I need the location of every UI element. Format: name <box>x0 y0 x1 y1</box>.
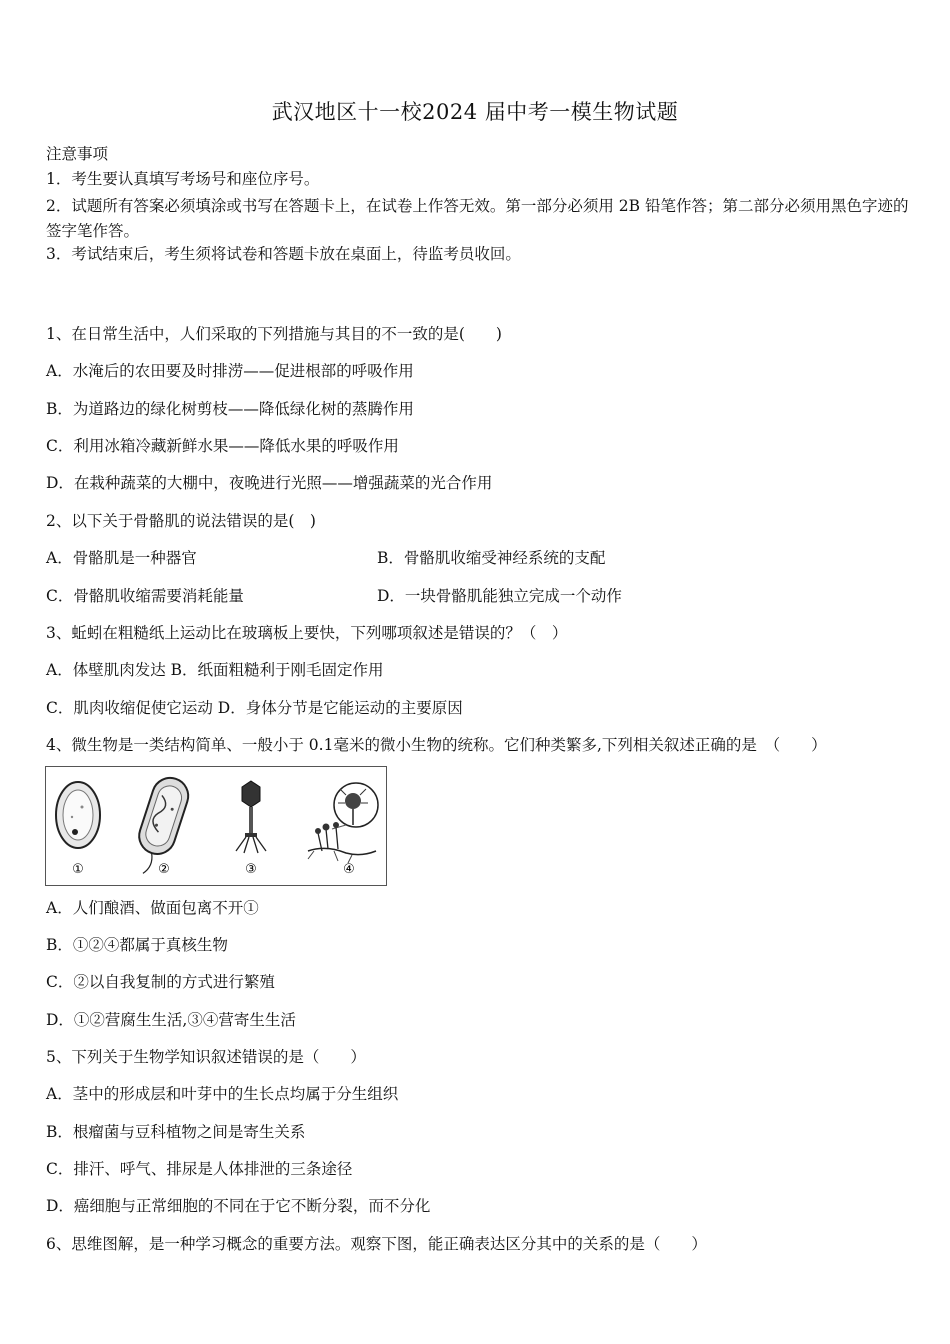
q5-option-c: C．排汗、呼气、排尿是人体排泄的三条途径 <box>46 1160 353 1178</box>
q3-options-cd: C．肌肉收缩促使它运动 D．身体分节是它能运动的主要原因 <box>46 699 463 717</box>
q5-option-a: A．茎中的形成层和叶芽中的生长点均属于分生组织 <box>46 1085 399 1103</box>
q2-option-b: B．骨骼肌收缩受神经系统的支配 <box>377 549 606 567</box>
figure-label-4: ④ <box>343 862 355 877</box>
question-1-stem: 1、在日常生活中，人们采取的下列措施与其目的不一致的是( ) <box>46 325 502 343</box>
question-6-stem: 6、思维图解，是一种学习概念的重要方法。观察下图，能正确表达区分其中的关系的是（ ） <box>46 1235 707 1253</box>
notice-item: 1．考生要认真填写考场号和座位序号。 <box>46 170 320 188</box>
notice-item: 2．试题所有答案必须填涂或书写在答题卡上，在试卷上作答无效。第一部分必须用 2B 铅笔作答；第二部分必须用黑色字迹的签字笔作答。 <box>46 197 909 240</box>
question-4-stem: 4、微生物是一类结构简单、一般小于 0.1毫米的微小生物的统称。它们种类繁多,下列相关叙述正确的是 （ ） <box>46 736 827 754</box>
exam-title: 武汉地区十一校2024 届中考一模生物试题 <box>271 100 679 124</box>
mold-drawing <box>308 783 378 863</box>
question-5-stem: 5、下列关于生物学知识叙述错误的是（ ） <box>46 1048 366 1066</box>
microbe-illustration <box>46 767 386 885</box>
q2-option-c: C．骨骼肌收缩需要消耗能量 <box>46 587 244 605</box>
q4-option-a: A．人们酿酒、做面包离不开① <box>46 899 259 917</box>
bacteriophage-drawing <box>236 781 266 853</box>
q2-option-d: D．一块骨骼肌能独立完成一个动作 <box>377 587 622 605</box>
q5-option-b: B．根瘤菌与豆科植物之间是寄生关系 <box>46 1123 306 1141</box>
q1-option-c: C．利用冰箱冷藏新鲜水果——降低水果的呼吸作用 <box>46 437 399 455</box>
q2-option-a: A．骨骼肌是一种器官 <box>46 549 197 567</box>
q4-option-c: C．②以自我复制的方式进行繁殖 <box>46 973 275 991</box>
notice-item: 3．考试结束后，考生须将试卷和答题卡放在桌面上，待监考员收回。 <box>46 245 521 263</box>
yeast-cell-drawing <box>56 782 100 848</box>
q4-option-b: B．①②④都属于真核生物 <box>46 936 228 954</box>
q1-option-b: B．为道路边的绿化树剪枝——降低绿化树的蒸腾作用 <box>46 400 414 418</box>
q1-option-d: D．在栽种蔬菜的大棚中，夜晚进行光照——增强蔬菜的光合作用 <box>46 474 493 492</box>
q3-options-ab: A．体壁肌肉发达 B．纸面粗糙利于刚毛固定作用 <box>46 661 384 679</box>
question-2-stem: 2、以下关于骨骼肌的说法错误的是( ) <box>46 512 316 530</box>
figure-label-1: ① <box>72 862 84 877</box>
q5-option-d: D．癌细胞与正常细胞的不同在于它不断分裂，而不分化 <box>46 1197 431 1215</box>
figure-label-3: ③ <box>245 862 257 877</box>
question-3-stem: 3、蚯蚓在粗糙纸上运动比在玻璃板上要快，下列哪项叙述是错误的？（ ） <box>46 624 568 642</box>
q4-option-d: D．①②营腐生生活,③④营寄生生活 <box>46 1011 296 1029</box>
notice-heading: 注意事项 <box>46 145 109 163</box>
q1-option-a: A．水淹后的农田要及时排涝——促进根部的呼吸作用 <box>46 362 414 380</box>
microbe-figure <box>45 766 387 886</box>
figure-label-2: ② <box>158 862 170 877</box>
